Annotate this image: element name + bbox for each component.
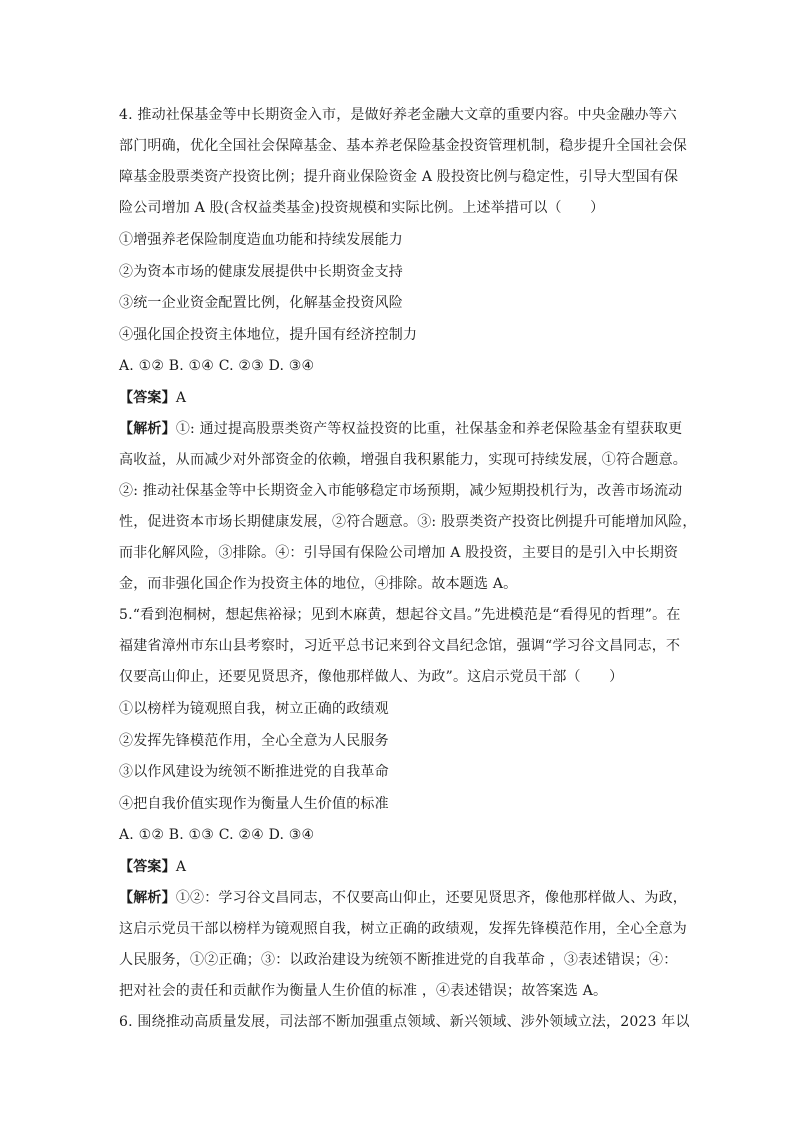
question-stem (119, 600, 685, 694)
question-stem (119, 100, 685, 225)
answer-choices: A. ①② B. ①③ C. ②④ D. ③④ (119, 827, 315, 843)
stem-line: 仅要高山仰止，还要见贤思齐，像他那样做人、为政”。这启示党员干部（ ） (119, 669, 624, 685)
analysis-line: 把对社会的责任和贡献作为衡量人生价值的标准 ，④表述错误；故答案选 A。 (119, 983, 608, 999)
answer-label: 【答案】 (119, 389, 176, 406)
stem-line: 6. 围绕推动高质量发展，司法部不断加强重点领域、新兴领域、涉外领域立法，2023 年以 (119, 1014, 690, 1030)
answer-line (119, 852, 685, 884)
analysis-text: ①: 通过提高股票类资产等权益投资的比重，社保基金和养老保险基金有望获取更 (175, 421, 683, 437)
option-item: ①增强养老保险制度造血功能和持续发展能力 (119, 232, 403, 248)
analysis-text: ①②：学习谷文昌同志，不仅要高山仰止，还要见贤思齐，像他那样做人、为政， (175, 890, 688, 906)
analysis-line: 性，促进资本市场长期健康发展，②符合题意。③: 股票类资产投资比例提升可能增加风险， (119, 514, 697, 530)
option-item: ④把自我价值实现作为衡量人生价值的标准 (119, 795, 389, 812)
analysis-label: 【解析】 (119, 421, 176, 437)
question-6 (119, 1007, 690, 1038)
page-content (119, 100, 697, 1038)
question-4 (119, 100, 697, 600)
option-list (119, 694, 685, 883)
stem-line: 5.“看到泡桐树，想起焦裕禄；见到木麻黄，想起谷文昌。”先进模范是“看得见的哲理”。在 (119, 607, 681, 623)
option-item: ③以作风建设为统领不断推进党的自我革命 (119, 764, 389, 780)
analysis-line: 这启示党员干部以榜样为镜观照自我，树立正确的政绩观，发挥先锋模范作用，全心全意为 (119, 921, 687, 937)
analysis-line: 人民服务，①②正确；③：以政治建设为统领不断推进党的自我革命 ，③表述错误；④： (119, 952, 678, 968)
answer-label: 【答案】 (119, 858, 176, 875)
answer-value: A (175, 389, 187, 406)
stem-line: 福建省漳州市东山县考察时，习近平总书记来到谷文昌纪念馆，强调“学习谷文昌同志，不 (119, 638, 681, 654)
analysis-block (119, 883, 688, 1007)
stem-line: 障基金股票类资产投资比例；提升商业保险资金 A 股投资比例与稳定性，引导大型国有保 (119, 169, 679, 185)
answer-line (119, 383, 685, 415)
option-item: ③统一企业资金配置比例，化解基金投资风险 (119, 295, 403, 311)
option-list (119, 225, 685, 414)
analysis-line (119, 414, 685, 445)
option-item: ①以榜样为镜观照自我，树立正确的政绩观 (119, 701, 389, 717)
analysis-block (119, 414, 697, 600)
analysis-line: 高收益，从而减少对外部资金的依赖，增强自我积累能力，实现可持续发展，①符合题意。 (119, 452, 687, 468)
question-5 (119, 600, 688, 1007)
analysis-line: 而非化解风险，③排除。④：引导国有保险公司增加 A 股投资，主要目的是引入中长期资 (119, 545, 679, 561)
option-item: ②为资本市场的健康发展提供中长期资金支持 (119, 263, 403, 280)
stem-line: 4. 推动社保基金等中长期资金入市，是做好养老金融大文章的重要内容。中央金融办等六 (119, 107, 678, 123)
question-stem (119, 1007, 690, 1038)
stem-line: 部门明确，优化全国社会保障基金、基本养老保险基金投资管理机制，稳步提升全国社会保 (119, 138, 687, 154)
answer-choices: A. ①② B. ①④ C. ②③ D. ③④ (119, 358, 315, 374)
analysis-line: 金，而非强化国企作为投资主体的地位，④排除。故本题选 A。 (119, 576, 518, 592)
analysis-label: 【解析】 (119, 890, 176, 906)
option-item: ②发挥先锋模范作用，全心全意为人民服务 (119, 732, 389, 749)
stem-line: 险公司增加 A 股(含权益类基金)投资规模和实际比例。上述举措可以（ ） (119, 200, 605, 216)
answer-value: A (175, 858, 187, 875)
option-item: ④强化国企投资主体地位，提升国有经济控制力 (119, 326, 418, 343)
analysis-line (119, 883, 688, 914)
analysis-line: ②: 推动社保基金等中长期资金入市能够稳定市场预期，减少短期投机行为，改善市场流动 (119, 483, 683, 499)
